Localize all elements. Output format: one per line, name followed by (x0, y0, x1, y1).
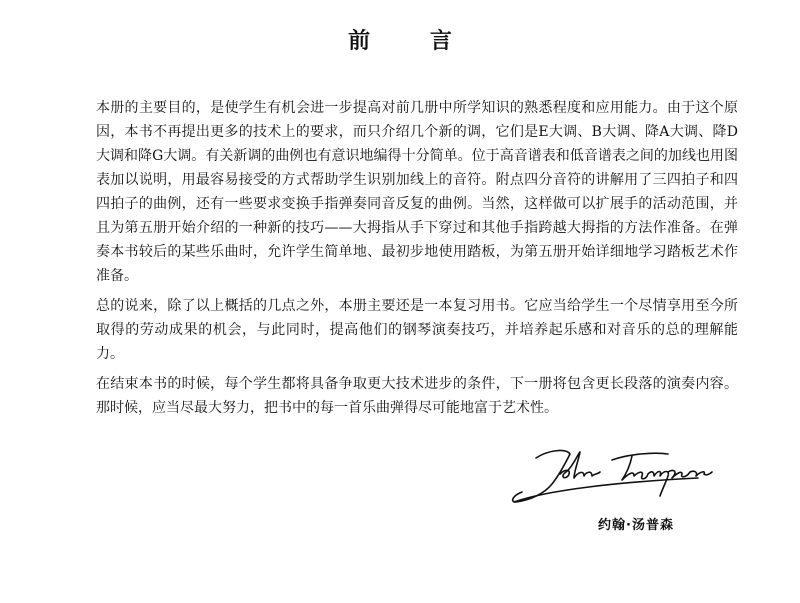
paragraph-2: 总的说来，除了以上概括的几点之外，本册主要还是一本复习用书。它应当给学生一个尽情享用至今所取得的劳动成果的机会，与此同时，提高他们的钢琴演奏技巧，并培养起乐感和对音乐的总的理解能力。 (96, 298, 738, 362)
paragraph-3: 在结束本书的时候，每个学生都将具备争取更大技术进步的条件，下一册将包含更长段落的演奏内容。那时候，应当尽最大努力，把书中的每一首乐曲弹得尽可能地富于艺术性。 (96, 376, 738, 416)
page-title: 前 言 (348, 29, 478, 54)
author-name: 约翰·汤普森 (598, 518, 674, 533)
handwritten-signature (508, 440, 718, 510)
preface-body (96, 96, 738, 426)
paragraph-1: 本册的主要目的，是使学生有机会进一步提高对前几册中所学知识的熟悉程度和应用能力。由于这个原因，本书不再提出更多的技术上的要求，而只介绍几个新的调，它们是E大调、B大调、降A大调、降D大调和降G大调。有关新调的曲例也有意识地编得十分简单。位于高音谱表和低音谱表之间的加线也用图表加以说明，用最容易接受的方式帮助学生识别加线上的音符。附点四分音符的讲解用了三四拍子和四四拍子的曲例，还有一些要求变换手指弹奏同音反复的曲例。当然，这样做可以扩展手的活动范围，并且为第五册开始介绍的一种新的技巧——大拇指从手下穿过和其他手指跨越大拇指的方法作准备。在弹奏本书较后的某些乐曲时，允许学生简单地、最初步地使用踏板，为第五册开始详细地学习踏板艺术作准备。 (96, 100, 738, 284)
